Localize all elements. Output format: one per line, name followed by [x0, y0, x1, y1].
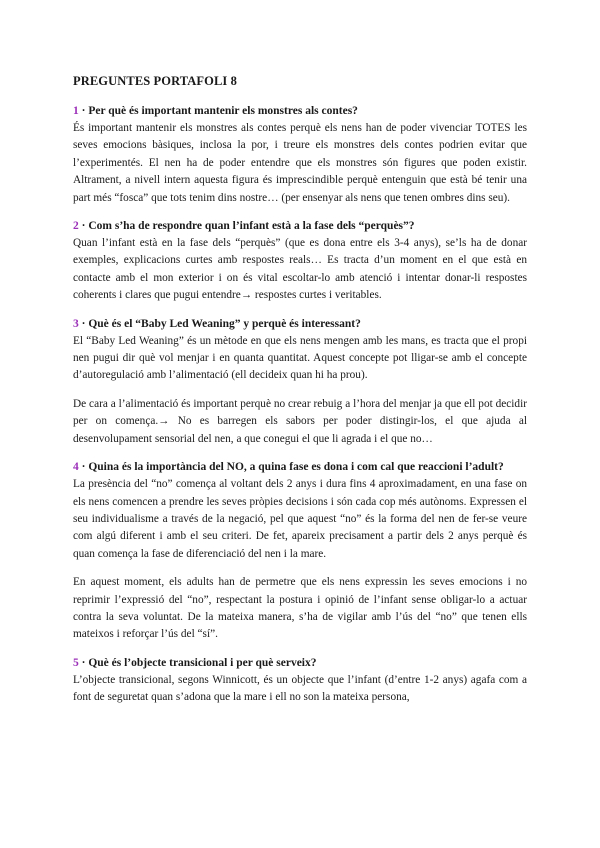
question-number: 1 [73, 105, 79, 117]
question-number: 5 [73, 656, 79, 669]
question-number: 3 [73, 317, 79, 330]
question-section-1 [73, 103, 527, 207]
question-heading [73, 103, 527, 120]
answer-paragraph: La presència del “no” comença al voltant dels 2 anys i dura fins 4 aproximadament, en una fase on els nens comencen a prendre les seves pròpies decisions i són cada cop més autònoms. Expressen el seu individualisme a través de la negació, pel que aquest “no” és la forma del nen de fer-se veure com algú diferent i amb el seu criteri. De fet, apareix precisament a partir dels 2 anys perquè és quan comença la fase de diferenciació del nen i la mare. [73, 478, 527, 560]
answer-paragraph: L’objecte transicional, segons Winnicott, és un objecte que l’infant (d’entre 1-2 anys) agafa com a font de seguretat quan s’adona que la mare i ell no son la mateixa persona, [73, 673, 527, 704]
question-heading [73, 218, 527, 235]
question-heading [73, 655, 527, 672]
question-text: · Què és el “Baby Led Weaning” y perquè és interessant? [78, 317, 361, 330]
answer-paragraph: De cara a l’alimentació és important perquè no crear rebuig a l’hora del menjar ja que ell pot decidir per on comença.→ No es barregen els sabors per poder distingir-los, el que ajuda al desenvolupament sensorial del nen, a que conegui el que li agrada i el que no… [73, 397, 527, 445]
answer-paragraph: En aquest moment, els adults han de permetre que els nens expressin les seves emocions i no reprimir l’expressió del “no”, respectant la postura i opinió de l’infant sense obligar-lo a actuar contra la seva voluntat. De la mateixa manera, s’ha de vigilar amb l’ús del “no” que tenen ells mateixos i reforçar l’ús del “sí”. [73, 576, 527, 641]
question-section-4 [73, 459, 527, 644]
question-text: · Com s’ha de respondre quan l’infant està a la fase dels “perquès”? [78, 220, 415, 233]
answer-paragraph: Quan l’infant està en la fase dels “perquès” (que es dona entre els 3-4 anys), se’ls ha de donar exemples, explicacions curtes amb respostes reals… Es tracta d’un moment en el que està en contacte amb el mon exterior i on és vital escoltar-lo amb atenció i intentar donar-li respostes coherents i clares que pugui entendre→ respostes curtes i veritables. [73, 237, 527, 302]
question-section-2 [73, 218, 527, 305]
answer-paragraph: És important mantenir els monstres als contes perquè els nens han de poder vivenciar TOTES les seves emocions bàsiques, inclosa la por, i treure els monstres dels contes podrien evitar que l’experimentés. El nen ha de poder entendre que els monstres són figures que poden existir. Altrament, a nivell intern aquesta figura és imprescindible perquè entenguin que està bé tenir una part més “fosca” que tots tenim dins nostre… (per ensenyar als nens que tenen ombres dins seu). [73, 122, 527, 204]
question-section-5 [73, 655, 527, 707]
answer-paragraph: El “Baby Led Weaning” és un mètode en que els nens mengen amb les mans, es tracta que el propi nen pugui dir què vol menjar i en quanta quantitat. Aquest concepte pot lligar-se amb el concepte d’autoregulació amb l’alimentació (ell decideix quan hi ha prou). [73, 334, 527, 382]
question-number: 4 [73, 461, 79, 474]
document-title: PREGUNTES PORTAFOLI 8 [73, 74, 237, 88]
question-text: · Quina és la importància del NO, a quina fase es dona i com cal que reaccioni l’adult? [78, 461, 504, 474]
question-text: · Què és l’objecte transicional i per què serveix? [78, 656, 317, 669]
question-number: 2 [73, 220, 79, 233]
question-heading [73, 459, 527, 476]
question-section-3 [73, 316, 527, 448]
question-text: · Per què és important mantenir els monstres als contes? [78, 105, 358, 117]
question-heading [73, 316, 527, 333]
